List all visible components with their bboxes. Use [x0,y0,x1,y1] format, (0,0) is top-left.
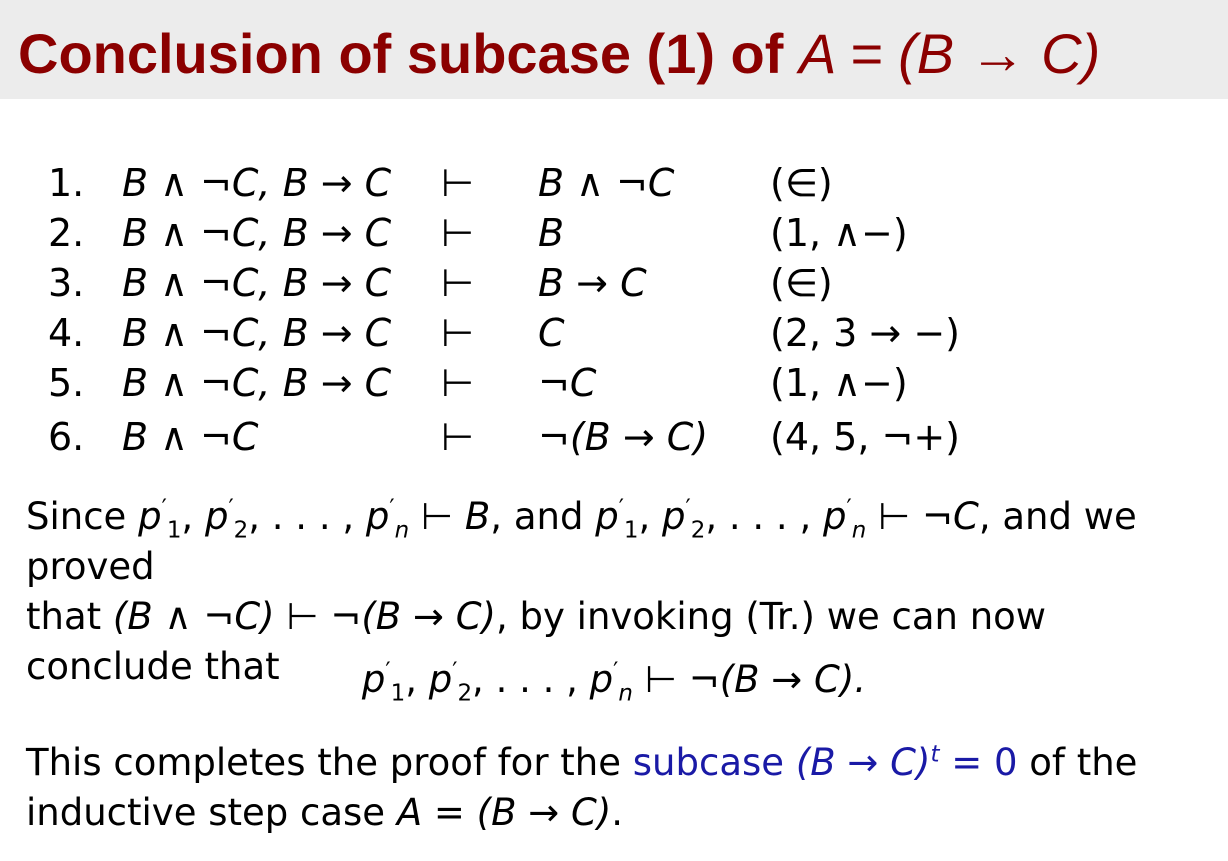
math-dots: . . . , [271,495,366,538]
math-sub: n [851,517,867,544]
proof-conclusion: ¬(B → C) [538,415,709,459]
subcase-word: subcase [632,741,785,784]
math-dots: . . . , [495,658,590,701]
proof-turnstile: ⊢ [441,261,475,305]
text-inductive: inductive step case [26,791,397,834]
math-p: p [428,658,453,701]
math-p: p [822,495,847,538]
proof-line-number: 2. [48,211,85,255]
proof-turnstile: ⊢ [441,211,475,255]
text-conclude: conclude that [26,645,280,688]
math-prime: ′ [685,495,691,522]
math-comma: , [181,495,205,538]
text-completes: This completes the proof for the [26,741,633,784]
math-prime: ′ [846,495,852,522]
slide-title [18,22,1100,86]
proof-justification: (4, 5, ¬+) [770,415,960,459]
text-and: , and [490,495,596,538]
text-of-the: of the [1017,741,1138,784]
math-p: p [361,658,386,701]
proof-line-number: 4. [48,311,85,355]
display-equation [0,655,1228,705]
math-p: p [589,658,614,701]
math-sub: n [394,517,410,544]
math-prime: ′ [618,495,624,522]
math-b: B [464,495,491,538]
math-eq-zero: = 0 [939,741,1018,784]
proof-line-number: 6. [48,415,85,459]
display-tail: ¬(B → C). [688,658,867,701]
proof-line-number: 1. [48,161,85,205]
math-sub: 1 [166,517,182,544]
text-period: . [611,791,624,834]
proof-justification: (1, ∧−) [770,361,908,405]
completion-paragraph [26,738,1211,838]
math-turnstile: ⊢ [274,595,331,638]
math-p: p [138,495,162,538]
text-invoking: , by invoking (Tr.) we can now [496,595,1047,638]
math-prime: ′ [385,658,391,685]
math-dots: . . . , [728,495,823,538]
math-turnstile: ⊢ [632,658,689,701]
proof-turnstile: ⊢ [441,161,475,205]
proof-justification: (1, ∧−) [770,211,908,255]
math-prime: ′ [613,658,619,685]
proof-line-number: 3. [48,261,85,305]
math-turnstile: ⊢ [866,495,923,538]
math-p: p [365,495,390,538]
text-that: that [26,595,113,638]
math-sub: 1 [390,680,406,707]
math-p: p [595,495,619,538]
proof-justification: (∈) [770,161,833,205]
math-turnstile: ⊢ [409,495,465,538]
proof-premises: B ∧ ¬C, B → C [122,311,392,355]
proof-conclusion: B ∧ ¬C [538,161,675,205]
math-comma: , [405,658,429,701]
proof-line-number: 5. [48,361,85,405]
math-sub: 2 [457,680,473,707]
proof-conclusion: B → C [538,261,647,305]
proof-premises: B ∧ ¬C, B → C [122,361,392,405]
math-p: p [662,495,686,538]
text-we-proved: , and we proved [26,495,1137,588]
math-comma: , [248,495,272,538]
math-comma: , [638,495,663,538]
proof-turnstile: ⊢ [441,361,475,405]
subcase-math: (B → C) [795,741,931,784]
text-since: Since [26,495,139,538]
math-prime: ′ [161,495,167,522]
proof-turnstile: ⊢ [441,415,475,459]
math-sub: 2 [690,517,706,544]
math-comma: , [472,658,496,701]
math-prime: ′ [452,658,458,685]
math-b-and-not-c: (B ∧ ¬C) [112,595,275,638]
proof-conclusion: C [538,311,565,355]
proof-premises: B ∧ ¬C, B → C [122,261,392,305]
proof-justification: (∈) [770,261,833,305]
title-bar [0,0,1228,99]
math-sub: 1 [623,517,639,544]
math-not-b-to-c: ¬(B → C) [330,595,496,638]
proof-premises: B ∧ ¬C, B → C [122,211,392,255]
proof-premises: B ∧ ¬C [122,415,259,459]
proof-conclusion: B [538,211,565,255]
math-prime: ′ [228,495,234,522]
math-sup-t: t [930,741,940,768]
math-a-def: A = (B → C) [396,791,612,834]
math-p: p [204,495,229,538]
title-math: A = (B → C) [798,22,1101,85]
math-sub: n [618,680,633,707]
math-comma: , [705,495,729,538]
math-prime: ′ [389,495,395,522]
math-not-c: ¬C [922,495,979,538]
proof-justification: (2, 3 → −) [770,311,960,355]
proof-conclusion: ¬C [538,361,597,405]
title-text: Conclusion of subcase (1) of [18,22,799,85]
proof-turnstile: ⊢ [441,311,475,355]
proof-premises: B ∧ ¬C, B → C [122,161,392,205]
math-sub: 2 [233,517,249,544]
